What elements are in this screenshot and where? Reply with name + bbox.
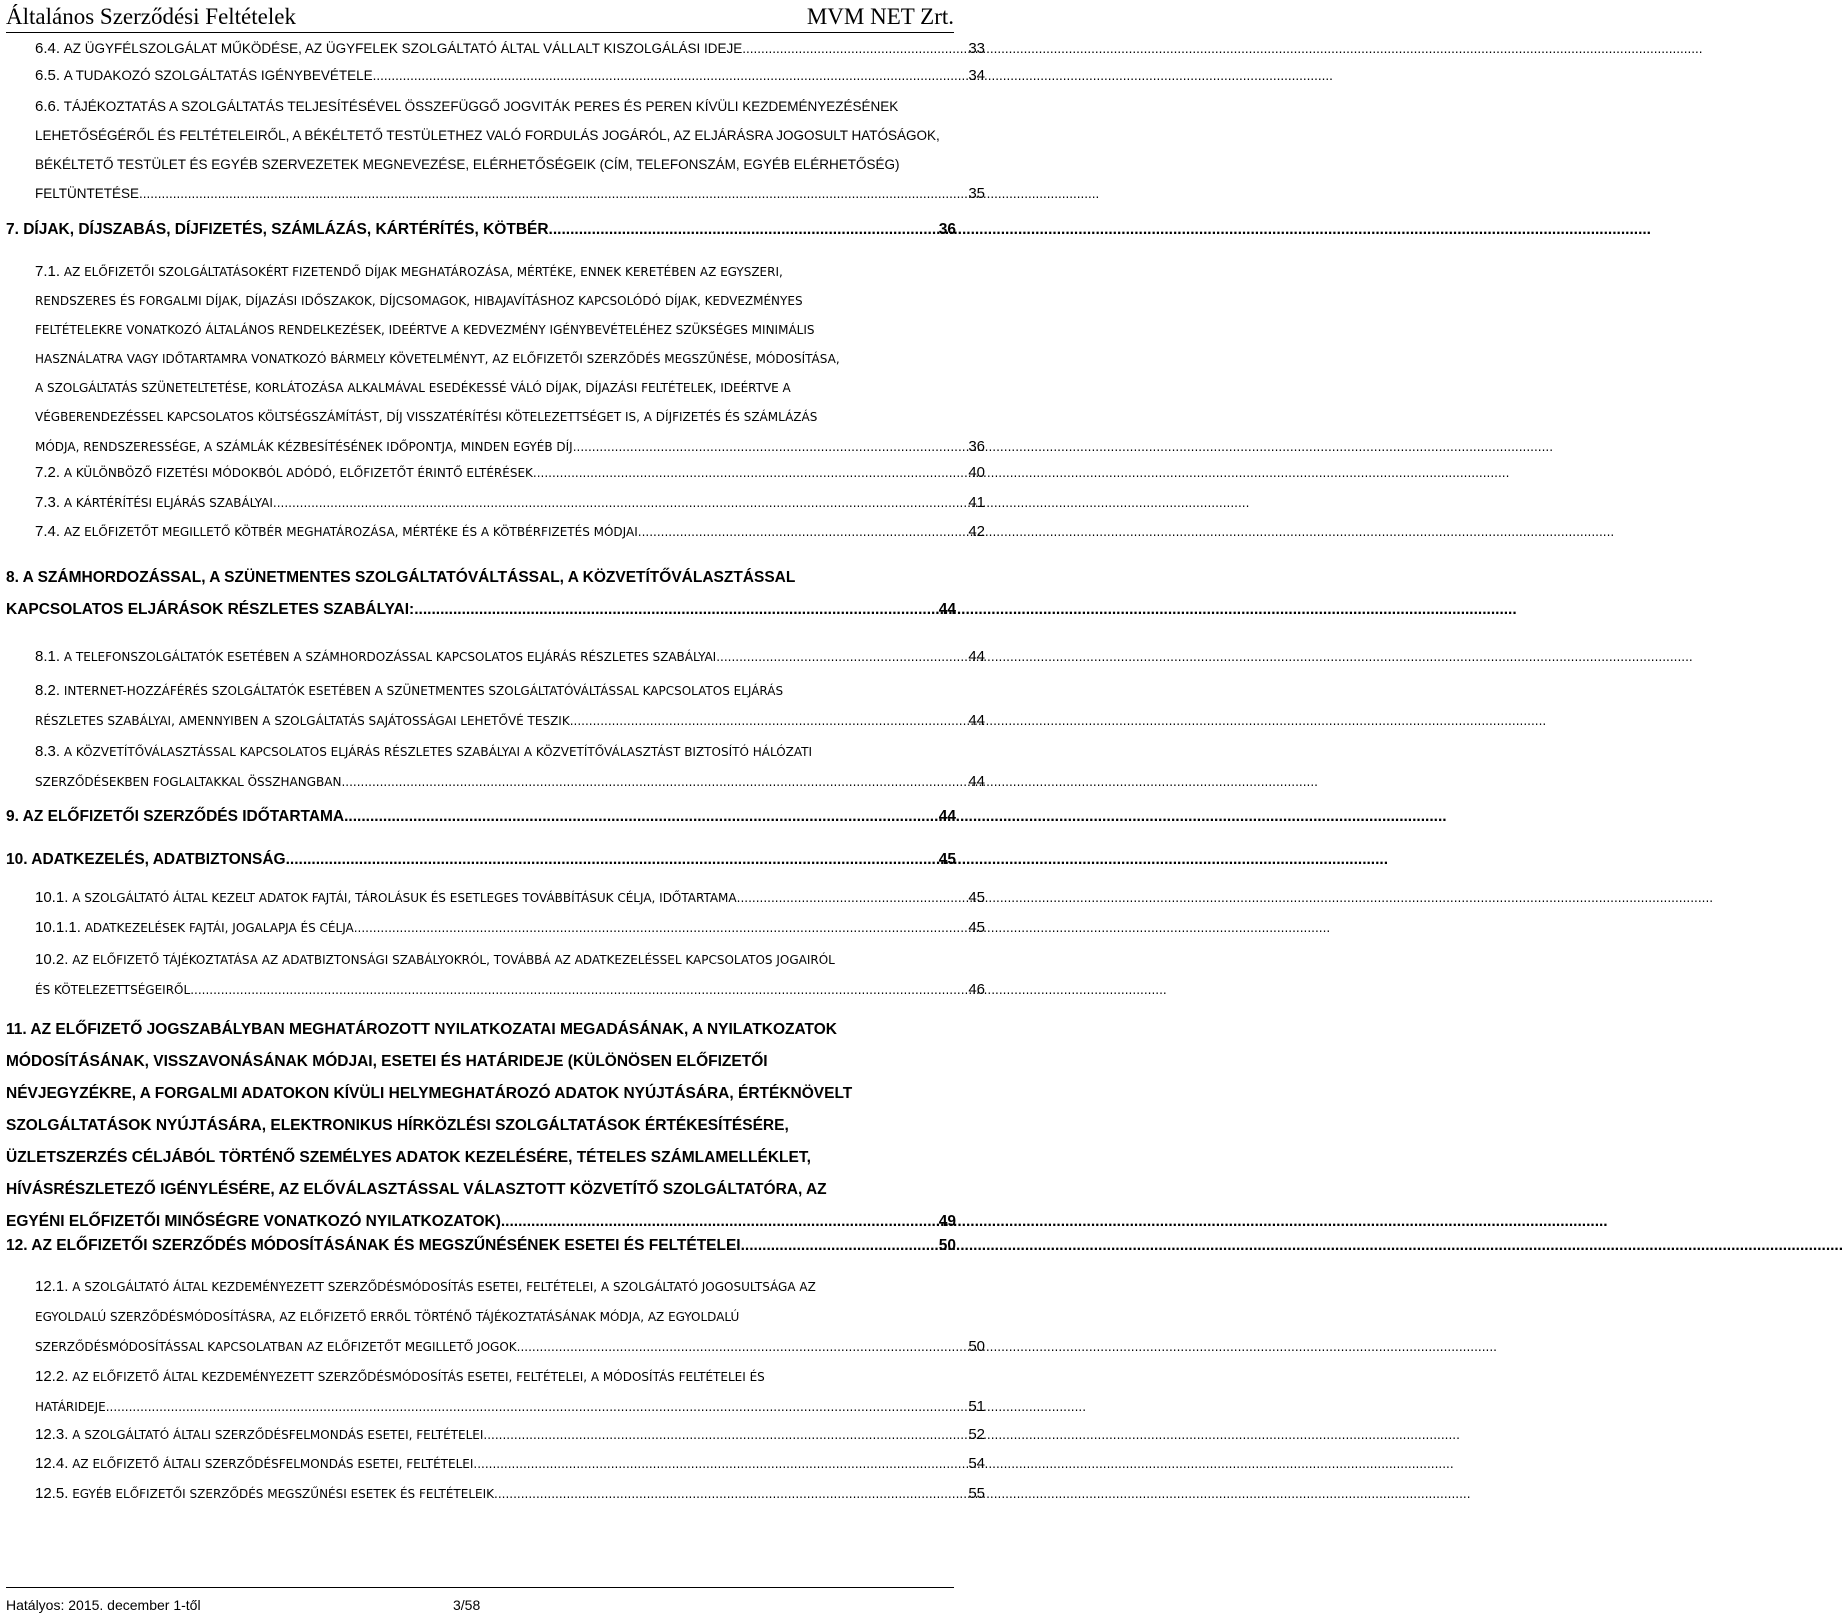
toc-number: 7.2. [35,464,61,481]
toc-entry-12-4[interactable] [6,1453,985,1475]
toc-page: 52 [968,1426,985,1443]
toc-entry-6-4[interactable] [6,38,985,60]
toc-page: 54 [968,1455,985,1472]
toc-text: A KÜLÖNBÖZŐ FIZETÉSI MÓDOKBÓL ADÓDÓ, ELŐFIZETŐT ÉRINTŐ ELTÉRÉSEK [63,466,533,480]
toc-number: 10.2. [35,951,69,968]
toc-entry-8-1[interactable] [6,646,985,668]
toc-text-line: A KÖZVETÍTŐVÁLASZTÁSSAL KAPCSOLATOS ELJÁRÁS RÉSZLETES SZABÁLYAI A KÖZVETÍTŐVÁLASZTÁST BIZTOSÍTÓ HÁLÓZATI [63,745,813,759]
toc-entry-10-1-1[interactable] [6,917,985,939]
toc-text: AZ ELŐFIZETŐ ÁLTALI SZERZŐDÉSFELMONDÁS ESETEI, FELTÉTELEI. [72,1457,478,1471]
toc-entry-12[interactable] [6,1234,956,1258]
toc-text: A TELEFONSZOLGÁLTATÓK ESETÉBEN A SZÁMHORDOZÁSSAL KAPCSOLATOS ELJÁRÁS RÉSZLETES SZABÁLYAI [63,650,717,664]
toc-page: 55 [968,1485,985,1502]
toc-text-line: HÍVÁSRÉSZLETEZŐ IGÉNYLÉSÉRE, AZ ELŐVÁLASZTÁSSAL VÁLASZTOTT KÖZVETÍTŐ SZOLGÁLTATÓRA, AZ [6,1181,827,1198]
toc-page: 33 [968,40,985,57]
toc-text: A SZOLGÁLTATÓ ÁLTALI SZERZŐDÉSFELMONDÁS ESETEI, FELTÉTELEI [72,1428,484,1442]
toc-text: A SZOLGÁLTATÓ ÁLTAL KEZELT ADATOK FAJTÁI, TÁROLÁSUK ÉS ESETLEGES TOVÁBBÍTÁSUK CÉLJA, IDŐTARTAMA [72,891,737,905]
toc-number: 8.3. [35,743,61,760]
toc-page: 36 [968,438,985,455]
toc-leader [414,594,937,626]
toc-page: 34 [968,67,985,84]
toc-text-line: SZERZŐDÉSMÓDOSÍTÁSSAL KAPCSOLATBAN AZ ELŐFIZETŐT MEGILLETŐ JOGOK. [35,1340,521,1354]
toc-number: 12.4. [35,1455,69,1472]
toc-leader [549,218,937,242]
toc-number: 7.4. [35,523,61,540]
toc-text-line: KAPCSOLATOS ELJÁRÁSOK RÉSZLETES SZABÁLYAI: [6,601,415,618]
toc-number: 12.5. [35,1485,69,1502]
toc-text: 7. DÍJAK, DÍJSZABÁS, DÍJFIZETÉS, SZÁMLÁZÁS, KÁRTÉRÍTÉS, KÖTBÉR [6,221,549,238]
toc-leader [139,179,966,208]
toc-text-line: 8. A SZÁMHORDOZÁSSAL, A SZÜNETMENTES SZOLGÁLTATÓVÁLTÁSSAL, A KÖZVETÍTŐVÁLASZTÁSSAL [6,569,796,586]
toc-number: 10.1. [35,889,69,906]
toc-text-line: INTERNET-HOZZÁFÉRÉS SZOLGÁLTATÓK ESETÉBEN A SZÜNETMENTES SZOLGÁLTATÓVÁLTÁSSAL KAPCSOLATOS ELJÁRÁS [63,684,784,698]
toc-text-line: TÁJÉKOZTATÁS A SZOLGÁLTATÁS TELJESÍTÉSÉVEL ÖSSZEFÜGGŐ JOGVITÁK PERES ÉS PEREN KÍVÜLI KEZDEMÉNYEZÉSÉNEK [63,99,899,114]
toc-text-line: RENDSZERES ÉS FORGALMI DÍJAK, DÍJAZÁSI IDŐSZAKOK, DÍJCSOMAGOK, HIBAJAVÍTÁSHOZ KAPCSOLÓDÓ DÍJAK, KEDVEZMÉNYES [35,294,803,308]
toc-page: 44 [938,601,956,618]
document-title: Általános Szerződési Feltételek [6,4,296,29]
toc-text: A KÁRTÉRÍTÉSI ELJÁRÁS SZABÁLYAI [63,496,273,510]
toc-page: 45 [968,889,985,906]
toc-text: ADATKEZELÉSEK FAJTÁI, JOGALAPJA ÉS CÉLJA [84,921,354,935]
toc-entry-12-5[interactable] [6,1483,985,1505]
toc-text-line: SZERZŐDÉSEKBEN FOGLALTAKKAL ÖSSZHANGBAN [35,775,342,789]
toc-page: 45 [938,851,956,868]
toc-entry-7-2[interactable] [6,462,985,484]
toc-entry-7-4[interactable] [6,521,985,543]
toc-entry-7-1[interactable] [6,257,985,462]
toc-leader [494,1483,966,1505]
toc-page: 50 [938,1237,956,1254]
toc-page: 40 [968,464,985,481]
toc-leader [286,848,937,872]
toc-leader [520,1332,966,1362]
toc-text-line: HASZNÁLATRA VAGY IDŐTARTAMRA VONATKOZÓ BÁRMELY KÖVETELMÉNYT, AZ ELŐFIZETŐI SZERZŐDÉS MEGSZŰNÉSE, MÓDOSÍTÁSA, [35,352,840,366]
toc-page: 45 [968,919,985,936]
toc-page: 44 [968,773,985,790]
toc-number: 12.1. [35,1278,69,1295]
toc-leader [373,65,967,87]
company-name: MVM NET Zrt. [806,4,954,29]
toc-text-line: ÉS KÖTELEZETTSÉGEIRŐL [35,983,191,997]
toc-number: 7.3. [35,494,61,511]
toc-text-line: MÓDJA, RENDSZERESSÉGE, A SZÁMLÁK KÉZBESÍTÉSÉNEK IDŐPONTJA, MINDEN EGYÉB DÍJ. [35,440,577,454]
toc-text: AZ ELŐFIZETŐT MEGILLETŐ KÖTBÉR MEGHATÁROZÁSA, MÉRTÉKE ÉS A KÖTBÉRFIZETÉS MÓDJAI [63,525,638,539]
toc-page: 44 [968,648,985,665]
toc-entry-12-2[interactable] [6,1362,985,1422]
toc-leader [341,767,966,797]
toc-leader [354,917,967,939]
toc-page: 44 [968,712,985,729]
toc-text-line: ÜZLETSZERZÉS CÉLJÁBÓL TÖRTÉNŐ SZEMÉLYES ADATOK KEZELÉSÉRE, TÉTELES SZÁMLAMELLÉKLET, [6,1149,811,1166]
toc-leader [577,433,967,462]
toc-text-line: AZ ELŐFIZETŐ TÁJÉKOZTATÁSA AZ ADATBIZTONSÁGI SZABÁLYOKRÓL, TOVÁBBÁ AZ ADATKEZELÉSSEL KAPCSOLATOS JOGAIRÓL [72,953,835,967]
toc-entry-6-6[interactable] [6,92,985,208]
toc-text-line: EGYÉNI ELŐFIZETŐI MINŐSÉGRE VONATKOZÓ NYILATKOZATOK). [6,1213,506,1230]
toc-text: 10. ADATKEZELÉS, ADATBIZTONSÁG [6,851,286,868]
toc-entry-10[interactable] [6,848,956,872]
page-counter: 3/58 [453,1597,481,1613]
toc-page: 46 [968,981,985,998]
toc-entry-11[interactable] [6,1014,956,1238]
toc-text-line: AZ ELŐFIZETŐ ÁLTAL KEZDEMÉNYEZETT SZERZŐDÉSMÓDOSÍTÁS ESETEI, FELTÉTELEI, A MÓDOSÍTÁS FELTÉTELEI ÉS [72,1370,765,1384]
toc-leader [741,1234,937,1258]
toc-number: 6.4. [35,40,61,57]
toc-entry-7-3[interactable] [6,492,985,514]
toc-leader [638,521,967,543]
toc-text-line: AZ ELŐFIZETŐI SZOLGÁLTATÁSOKÉRT FIZETENDŐ DÍJAK MEGHATÁROZÁSA, MÉRTÉKE, ENNEK KERETÉBEN AZ EGYSZERI, [63,265,783,279]
page-footer [6,1587,954,1618]
toc-leader [570,706,967,736]
toc-page: 49 [938,1213,956,1230]
toc-number: 12.3. [35,1426,69,1443]
toc-page: 35 [968,185,985,202]
toc-leader [110,1392,967,1422]
page-header [6,2,954,33]
toc-entry-6-5[interactable] [6,65,985,87]
toc-text-line: A SZOLGÁLTATÓ ÁLTAL KEZDEMÉNYEZETT SZERZŐDÉSMÓDOSÍTÁS ESETEI, FELTÉTELEI, A SZOLGÁLTATÓ JOGOSULTSÁGA AZ [72,1280,816,1294]
toc-page: 51 [968,1398,985,1415]
toc-leader [483,1424,966,1446]
toc-text-line: FELTÉTELEKRE VONATKOZÓ ÁLTALÁNOS RENDELKEZÉSEK, IDEÉRTVE A KEDVEZMÉNY IGÉNYBEVÉTELÉHEZ SZÜKSÉGES MINIMÁLIS [35,323,815,337]
toc-page: 36 [938,221,956,238]
toc-entry-8[interactable] [6,562,956,626]
toc-leader [716,646,966,668]
toc-text-line: BÉKÉLTETŐ TESTÜLET ÉS EGYÉB SZERVEZETEK MEGNEVEZÉSE, ELÉRHETŐSÉGEIK (CÍM, TELEFONSZÁM, EGYÉB ELÉRHETŐSÉG) [35,157,900,172]
toc-text: 12. AZ ELŐFIZETŐI SZERZŐDÉS MÓDOSÍTÁSÁNAK ÉS MEGSZŰNÉSÉNEK ESETEI ÉS FELTÉTELEI [6,1237,741,1254]
toc-page: 41 [968,494,985,511]
toc-page: 42 [968,523,985,540]
toc-text-line: NÉVJEGYZÉKRE, A FORGALMI ADATOKON KÍVÜLI HELYMEGHATÁROZÓ ADATOK NYÚJTÁSÁRA, ÉRTÉKNÖVELT [6,1085,853,1102]
toc-entry-8-3[interactable] [6,737,985,797]
toc-entry-10-2[interactable] [6,945,985,1005]
toc-text: AZ ÜGYFÉLSZOLGÁLAT MŰKÖDÉSE, AZ ÜGYFELEK SZOLGÁLTATÓ ÁLTAL VÁLLALT KISZOLGÁLÁSI IDEJE [63,41,743,56]
toc-number: 10.1.1. [35,919,81,936]
toc-number: 8.1. [35,648,61,665]
toc-text-line: LEHETŐSÉGÉRŐL ÉS FELTÉTELEIRŐL, A BÉKÉLTETŐ TESTÜLETHEZ VALÓ FORDULÁS JOGÁRÓL, AZ ELJÁRÁSRA JOGOSULT HATÓSÁGOK, [35,128,940,143]
toc-leader [742,38,966,60]
toc-text-line: MÓDOSÍTÁSÁNAK, VISSZAVONÁSÁNAK MÓDJAI, ESETEI ÉS HATÁRIDEJE (KÜLÖNÖSEN ELŐFIZETŐI [6,1053,768,1070]
toc-text-line: 11. AZ ELŐFIZETŐ JOGSZABÁLYBAN MEGHATÁROZOTT NYILATKOZATAI MEGADÁSÁNAK, A NYILATKOZATOK [6,1021,837,1038]
toc-page: 50 [968,1338,985,1355]
toc-text-line: EGYOLDALÚ SZERZŐDÉSMÓDOSÍTÁSRA, AZ ELŐFIZETŐ ERRŐL TÖRTÉNŐ TÁJÉKOZTATÁSÁNAK MÓDJA, AZ EGYOLDALÚ [35,1310,740,1324]
toc-text-line: A SZOLGÁLTATÁS SZÜNETELTETÉSE, KORLÁTOZÁSA ALKALMÁVAL ESEDÉKESSÉ VÁLÓ DÍJAK, DÍJAZÁSI FELTÉTELEK, IDEÉRTVE A [35,381,791,395]
effective-date: Hatályos: 2015. december 1-től [6,1597,201,1613]
toc-text-line: SZOLGÁLTATÁSOK NYÚJTÁSÁRA, ELEKTRONIKUS HÍRKÖZLÉSI SZOLGÁLTATÁSOK ÉRTÉKESÍTÉSÉRE, [6,1117,789,1134]
toc-text: A TUDAKOZÓ SZOLGÁLTATÁS IGÉNYBEVÉTELE [63,68,373,83]
toc-text-line: VÉGBERENDEZÉSSEL KAPCSOLATOS KÖLTSÉGSZÁMÍTÁST, DÍJ VISSZATÉRÍTÉSI KÖTELEZETTSÉGET IS, A DÍJFIZETÉS ÉS SZÁMLÁZÁS [35,410,818,424]
toc-text: 9. AZ ELŐFIZETŐI SZERZŐDÉS IDŐTARTAMA [6,808,345,825]
toc-page: 44 [938,808,956,825]
toc-text: EGYÉB ELŐFIZETŐI SZERZŐDÉS MEGSZŰNÉSI ESETEK ÉS FELTÉTELEIK [72,1487,495,1501]
toc-number: 6.6. [35,98,61,115]
toc-number: 6.5. [35,67,61,84]
toc-entry-9[interactable] [6,805,956,829]
toc-text-line: RÉSZLETES SZABÁLYAI, AMENNYIBEN A SZOLGÁLTATÁS SAJÁTOSSÁGAI LEHETŐVÉ TESZIK [35,714,570,728]
toc-entry-8-2[interactable] [6,676,985,736]
toc-number: 8.2. [35,682,61,699]
toc-entry-12-1[interactable] [6,1272,985,1362]
toc-text-line: HATÁRIDEJE. [35,1400,110,1414]
toc-leader [190,975,966,1005]
toc-leader [477,1453,966,1475]
toc-entry-10-1[interactable] [6,887,985,909]
toc-number: 7.1. [35,263,61,280]
toc-text-line: FELTÜNTETÉSE [35,186,140,201]
toc-leader [344,805,937,829]
toc-leader [737,887,967,909]
toc-leader [533,462,966,484]
toc-entry-7[interactable] [6,218,956,242]
toc-number: 12.2. [35,1368,69,1385]
toc-entry-12-3[interactable] [6,1424,985,1446]
toc-leader [273,492,966,514]
